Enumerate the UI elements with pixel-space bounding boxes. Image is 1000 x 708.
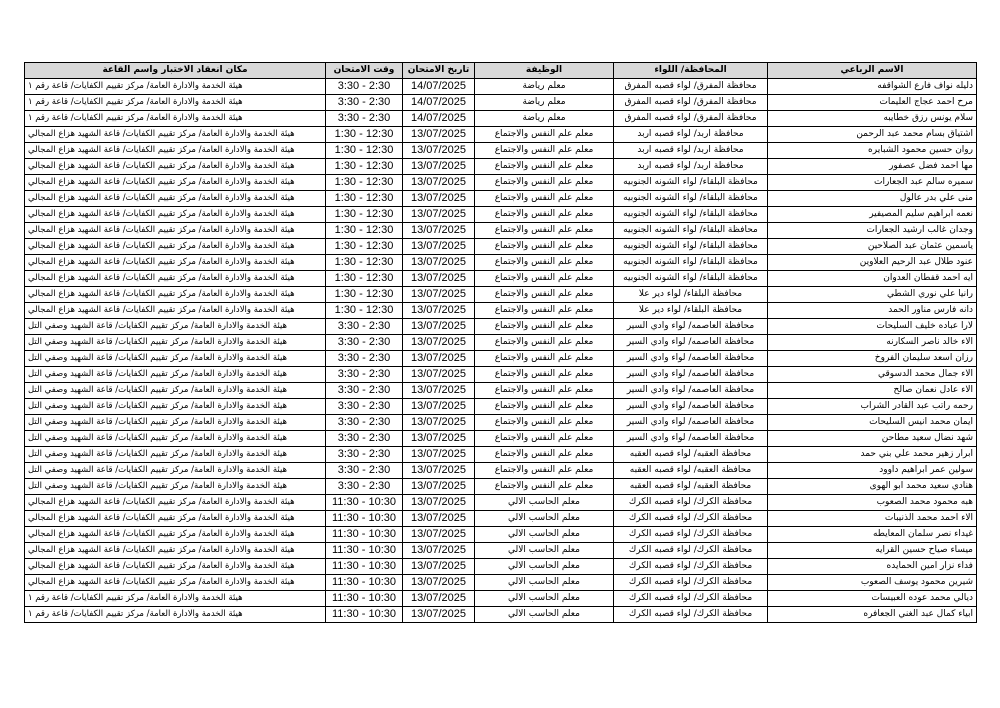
cell-job: معلم علم النفس والاجتماع	[475, 383, 614, 399]
cell-job: معلم علم النفس والاجتماع	[475, 239, 614, 255]
cell-job: معلم علم النفس والاجتماع	[475, 431, 614, 447]
cell-name: روان حسين محمود الشبايره	[768, 143, 977, 159]
cell-time: 3:30 - 2:30	[326, 447, 403, 463]
table-header-row	[25, 63, 977, 79]
cell-location: هيئة الخدمة والادارة العامة/ مركز تقييم الكفايات/ قاعة الشهيد وصفي التل	[25, 399, 326, 415]
cell-location: هيئة الخدمة والادارة العامة/ مركز تقييم الكفايات/ قاعة الشهيد هزاع المجالي	[25, 511, 326, 527]
cell-date: 13/07/2025	[403, 143, 475, 159]
cell-date: 13/07/2025	[403, 447, 475, 463]
cell-location: هيئة الخدمة والادارة العامة/ مركز تقييم الكفايات/ قاعة الشهيد هزاع المجالي	[25, 255, 326, 271]
cell-time: 3:30 - 2:30	[326, 79, 403, 95]
cell-location: هيئة الخدمة والادارة العامة/ مركز تقييم الكفايات/ قاعة الشهيد وصفي التل	[25, 479, 326, 495]
cell-name: رحمه راتب عبد القادر الشراب	[768, 399, 977, 415]
cell-name: رزان اسعد سليمان الفروخ	[768, 351, 977, 367]
table-row	[25, 95, 977, 111]
cell-location: هيئة الخدمة والادارة العامة/ مركز تقييم الكفايات/ قاعة الشهيد هزاع المجالي	[25, 271, 326, 287]
cell-time: 3:30 - 2:30	[326, 335, 403, 351]
cell-governorate: محافظة الكرك/ لواء قصبه الكرك	[614, 527, 768, 543]
cell-time: 1:30 - 12:30	[326, 255, 403, 271]
cell-governorate: محافظة الكرك/ لواء قصبه الكرك	[614, 607, 768, 623]
cell-date: 14/07/2025	[403, 95, 475, 111]
cell-governorate: محافظة العاصمه/ لواء وادي السير	[614, 367, 768, 383]
cell-date: 13/07/2025	[403, 543, 475, 559]
cell-date: 13/07/2025	[403, 575, 475, 591]
cell-governorate: محافظة الكرك/ لواء قصبه الكرك	[614, 495, 768, 511]
table-row	[25, 335, 977, 351]
cell-governorate: محافظة البلقاء/ لواء الشونه الجنوبيه	[614, 207, 768, 223]
cell-job: معلم الحاسب الالي	[475, 575, 614, 591]
cell-job: معلم الحاسب الالي	[475, 511, 614, 527]
header-date: تاريخ الامتحان	[403, 63, 475, 79]
table-row	[25, 303, 977, 319]
cell-location: هيئة الخدمة والادارة العامة/ مركز تقييم الكفايات/ قاعة رقم ١	[25, 591, 326, 607]
cell-location: هيئة الخدمة والادارة العامة/ مركز تقييم الكفايات/ قاعة الشهيد هزاع المجالي	[25, 495, 326, 511]
cell-governorate: محافظة المفرق/ لواء قصبه المفرق	[614, 79, 768, 95]
cell-governorate: محافظة العاصمه/ لواء وادي السير	[614, 383, 768, 399]
cell-name: ياسمين عثمان عبد الصلاحين	[768, 239, 977, 255]
table-row	[25, 607, 977, 623]
cell-governorate: محافظة الكرك/ لواء قصبه الكرك	[614, 559, 768, 575]
table-row	[25, 495, 977, 511]
table-row	[25, 431, 977, 447]
cell-location: هيئة الخدمة والادارة العامة/ مركز تقييم الكفايات/ قاعة الشهيد وصفي التل	[25, 431, 326, 447]
table-row	[25, 127, 977, 143]
cell-job: معلم علم النفس والاجتماع	[475, 207, 614, 223]
cell-name: دليله نواف فارع الشواقفه	[768, 79, 977, 95]
table-row	[25, 399, 977, 415]
cell-location: هيئة الخدمة والادارة العامة/ مركز تقييم الكفايات/ قاعة الشهيد وصفي التل	[25, 367, 326, 383]
cell-location: هيئة الخدمة والادارة العامة/ مركز تقييم الكفايات/ قاعة الشهيد هزاع المجالي	[25, 175, 326, 191]
table-row	[25, 111, 977, 127]
table-row	[25, 159, 977, 175]
cell-governorate: محافظة الكرك/ لواء قصبه الكرك	[614, 511, 768, 527]
cell-name: رانيا علي نوري الشطي	[768, 287, 977, 303]
cell-time: 3:30 - 2:30	[326, 367, 403, 383]
cell-governorate: محافظة الكرك/ لواء قصبه الكرك	[614, 591, 768, 607]
cell-time: 1:30 - 12:30	[326, 191, 403, 207]
cell-job: معلم الحاسب الالي	[475, 527, 614, 543]
cell-time: 1:30 - 12:30	[326, 239, 403, 255]
cell-time: 1:30 - 12:30	[326, 303, 403, 319]
cell-governorate: محافظة البلقاء/ لواء الشونه الجنوبيه	[614, 191, 768, 207]
cell-job: معلم علم النفس والاجتماع	[475, 255, 614, 271]
cell-time: 3:30 - 2:30	[326, 479, 403, 495]
cell-name: سلام يونس رزق خطايبه	[768, 111, 977, 127]
cell-date: 13/07/2025	[403, 463, 475, 479]
cell-date: 13/07/2025	[403, 239, 475, 255]
cell-name: ايمان محمد انيس السليحات	[768, 415, 977, 431]
table-row	[25, 79, 977, 95]
table-row	[25, 559, 977, 575]
cell-governorate: محافظة العاصمه/ لواء وادي السير	[614, 351, 768, 367]
cell-job: معلم الحاسب الالي	[475, 559, 614, 575]
cell-time: 3:30 - 2:30	[326, 383, 403, 399]
cell-governorate: محافظة العاصمه/ لواء وادي السير	[614, 319, 768, 335]
cell-location: هيئة الخدمة والادارة العامة/ مركز تقييم الكفايات/ قاعة الشهيد هزاع المجالي	[25, 239, 326, 255]
cell-job: معلم الحاسب الالي	[475, 495, 614, 511]
cell-job: معلم علم النفس والاجتماع	[475, 463, 614, 479]
cell-job: معلم الحاسب الالي	[475, 543, 614, 559]
cell-time: 1:30 - 12:30	[326, 143, 403, 159]
table-row	[25, 271, 977, 287]
table-row	[25, 415, 977, 431]
table-row	[25, 351, 977, 367]
cell-location: هيئة الخدمة والادارة العامة/ مركز تقييم الكفايات/ قاعة الشهيد هزاع المجالي	[25, 207, 326, 223]
cell-location: هيئة الخدمة والادارة العامة/ مركز تقييم الكفايات/ قاعة الشهيد هزاع المجالي	[25, 575, 326, 591]
table-row	[25, 575, 977, 591]
cell-location: هيئة الخدمة والادارة العامة/ مركز تقييم الكفايات/ قاعة الشهيد هزاع المجالي	[25, 559, 326, 575]
cell-name: ميساء صياح حسين القرايه	[768, 543, 977, 559]
cell-location: هيئة الخدمة والادارة العامة/ مركز تقييم الكفايات/ قاعة الشهيد وصفي التل	[25, 447, 326, 463]
cell-date: 13/07/2025	[403, 287, 475, 303]
cell-name: هنادي سعيد محمد ابو الهوى	[768, 479, 977, 495]
table-row	[25, 239, 977, 255]
table-row	[25, 223, 977, 239]
cell-location: هيئة الخدمة والادارة العامة/ مركز تقييم الكفايات/ قاعة رقم ١	[25, 111, 326, 127]
cell-governorate: محافظة البلقاء/ لواء دير علا	[614, 303, 768, 319]
cell-name: لارا عباده خليف السليحات	[768, 319, 977, 335]
header-governorate: المحافظة/ اللواء	[614, 63, 768, 79]
cell-governorate: محافظة اربد/ لواء قصبه اربد	[614, 159, 768, 175]
header-time: وقت الامتحان	[326, 63, 403, 79]
cell-job: معلم رياضة	[475, 95, 614, 111]
cell-date: 13/07/2025	[403, 399, 475, 415]
cell-governorate: محافظة البلقاء/ لواء الشونه الجنوبيه	[614, 223, 768, 239]
cell-name: الاء جمال محمد الدسوقي	[768, 367, 977, 383]
cell-time: 3:30 - 2:30	[326, 111, 403, 127]
cell-name: غيداء نصر سلمان المعايطه	[768, 527, 977, 543]
cell-date: 13/07/2025	[403, 431, 475, 447]
cell-job: معلم علم النفس والاجتماع	[475, 127, 614, 143]
cell-time: 1:30 - 12:30	[326, 223, 403, 239]
cell-time: 11:30 - 10:30	[326, 511, 403, 527]
cell-date: 13/07/2025	[403, 127, 475, 143]
cell-name: شيرين محمود يوسف الصعوب	[768, 575, 977, 591]
table-row	[25, 447, 977, 463]
cell-location: هيئة الخدمة والادارة العامة/ مركز تقييم الكفايات/ قاعة الشهيد هزاع المجالي	[25, 543, 326, 559]
cell-location: هيئة الخدمة والادارة العامة/ مركز تقييم الكفايات/ قاعة الشهيد وصفي التل	[25, 415, 326, 431]
cell-date: 13/07/2025	[403, 207, 475, 223]
cell-location: هيئة الخدمة والادارة العامة/ مركز تقييم الكفايات/ قاعة الشهيد هزاع المجالي	[25, 127, 326, 143]
cell-job: معلم رياضة	[475, 111, 614, 127]
cell-job: معلم علم النفس والاجتماع	[475, 303, 614, 319]
cell-governorate: محافظة اربد/ لواء قصبه اربد	[614, 143, 768, 159]
cell-job: معلم علم النفس والاجتماع	[475, 271, 614, 287]
cell-date: 13/07/2025	[403, 607, 475, 623]
cell-job: معلم علم النفس والاجتماع	[475, 159, 614, 175]
cell-time: 3:30 - 2:30	[326, 319, 403, 335]
cell-name: مها احمد فضل عصفور	[768, 159, 977, 175]
cell-name: سولين عمر ابراهيم داوود	[768, 463, 977, 479]
cell-name: نعمه ابراهيم سليم المصيفير	[768, 207, 977, 223]
cell-name: وجدان غالب ارشيد الجعارات	[768, 223, 977, 239]
cell-name: مرح احمد عجاج العليمات	[768, 95, 977, 111]
cell-location: هيئة الخدمة والادارة العامة/ مركز تقييم الكفايات/ قاعة الشهيد هزاع المجالي	[25, 527, 326, 543]
cell-governorate: محافظة الكرك/ لواء قصبه الكرك	[614, 543, 768, 559]
cell-job: معلم الحاسب الالي	[475, 607, 614, 623]
table-row	[25, 527, 977, 543]
cell-governorate: محافظة العقبه/ لواء قصبه العقبه	[614, 463, 768, 479]
cell-time: 1:30 - 12:30	[326, 159, 403, 175]
cell-date: 13/07/2025	[403, 175, 475, 191]
cell-location: هيئة الخدمة والادارة العامة/ مركز تقييم الكفايات/ قاعة رقم ١	[25, 95, 326, 111]
table-row	[25, 591, 977, 607]
cell-date: 13/07/2025	[403, 367, 475, 383]
cell-location: هيئة الخدمة والادارة العامة/ مركز تقييم الكفايات/ قاعة الشهيد هزاع المجالي	[25, 223, 326, 239]
cell-name: الاء احمد محمد الذنيبات	[768, 511, 977, 527]
cell-job: معلم علم النفس والاجتماع	[475, 287, 614, 303]
cell-location: هيئة الخدمة والادارة العامة/ مركز تقييم الكفايات/ قاعة الشهيد وصفي التل	[25, 335, 326, 351]
cell-job: معلم علم النفس والاجتماع	[475, 319, 614, 335]
cell-job: معلم علم النفس والاجتماع	[475, 351, 614, 367]
cell-job: معلم علم النفس والاجتماع	[475, 399, 614, 415]
cell-location: هيئة الخدمة والادارة العامة/ مركز تقييم الكفايات/ قاعة الشهيد هزاع المجالي	[25, 159, 326, 175]
cell-governorate: محافظة المفرق/ لواء قصبه المفرق	[614, 111, 768, 127]
cell-governorate: محافظة الكرك/ لواء قصبه الكرك	[614, 575, 768, 591]
table-row	[25, 367, 977, 383]
cell-time: 1:30 - 12:30	[326, 175, 403, 191]
cell-location: هيئة الخدمة والادارة العامة/ مركز تقييم الكفايات/ قاعة الشهيد وصفي التل	[25, 463, 326, 479]
cell-date: 13/07/2025	[403, 511, 475, 527]
table-row	[25, 383, 977, 399]
cell-name: اشتياق بسام محمد عبد الرحمن	[768, 127, 977, 143]
cell-location: هيئة الخدمة والادارة العامة/ مركز تقييم الكفايات/ قاعة الشهيد هزاع المجالي	[25, 143, 326, 159]
cell-governorate: محافظة البلقاء/ لواء دير علا	[614, 287, 768, 303]
cell-time: 11:30 - 10:30	[326, 527, 403, 543]
cell-governorate: محافظة البلقاء/ لواء الشونه الجنوبيه	[614, 271, 768, 287]
cell-date: 13/07/2025	[403, 495, 475, 511]
cell-governorate: محافظة البلقاء/ لواء الشونه الجنوبيه	[614, 175, 768, 191]
cell-name: عنود طلال عبد الرحيم العلاوين	[768, 255, 977, 271]
cell-date: 14/07/2025	[403, 79, 475, 95]
cell-job: معلم رياضة	[475, 79, 614, 95]
cell-governorate: محافظة اربد/ لواء قصبه اربد	[614, 127, 768, 143]
cell-time: 3:30 - 2:30	[326, 399, 403, 415]
table-row	[25, 143, 977, 159]
cell-name: فداء نزار امين الحمايده	[768, 559, 977, 575]
cell-name: شهد نضال سعيد مطاحن	[768, 431, 977, 447]
cell-location: هيئة الخدمة والادارة العامة/ مركز تقييم الكفايات/ قاعة الشهيد وصفي التل	[25, 383, 326, 399]
cell-time: 3:30 - 2:30	[326, 463, 403, 479]
cell-job: معلم علم النفس والاجتماع	[475, 335, 614, 351]
table-row	[25, 479, 977, 495]
cell-job: معلم علم النفس والاجتماع	[475, 191, 614, 207]
cell-governorate: محافظة العاصمه/ لواء وادي السير	[614, 399, 768, 415]
cell-time: 11:30 - 10:30	[326, 543, 403, 559]
exam-schedule-sheet	[24, 62, 976, 623]
cell-location: هيئة الخدمة والادارة العامة/ مركز تقييم الكفايات/ قاعة الشهيد هزاع المجالي	[25, 191, 326, 207]
cell-job: معلم علم النفس والاجتماع	[475, 415, 614, 431]
cell-time: 11:30 - 10:30	[326, 575, 403, 591]
cell-date: 13/07/2025	[403, 351, 475, 367]
cell-name: منى علي بدر عالول	[768, 191, 977, 207]
cell-date: 13/07/2025	[403, 159, 475, 175]
cell-name: ايه احمد قفطان العدوان	[768, 271, 977, 287]
cell-time: 1:30 - 12:30	[326, 127, 403, 143]
cell-name: هبه محمود محمد الصعوب	[768, 495, 977, 511]
cell-date: 13/07/2025	[403, 223, 475, 239]
cell-location: هيئة الخدمة والادارة العامة/ مركز تقييم الكفايات/ قاعة الشهيد وصفي التل	[25, 319, 326, 335]
cell-job: معلم علم النفس والاجتماع	[475, 175, 614, 191]
cell-time: 3:30 - 2:30	[326, 415, 403, 431]
cell-governorate: محافظة البلقاء/ لواء الشونه الجنوبيه	[614, 255, 768, 271]
table-row	[25, 207, 977, 223]
cell-date: 13/07/2025	[403, 335, 475, 351]
cell-job: معلم علم النفس والاجتماع	[475, 367, 614, 383]
table-row	[25, 287, 977, 303]
table-row	[25, 511, 977, 527]
cell-location: هيئة الخدمة والادارة العامة/ مركز تقييم الكفايات/ قاعة الشهيد هزاع المجالي	[25, 303, 326, 319]
cell-time: 11:30 - 10:30	[326, 495, 403, 511]
cell-job: معلم علم النفس والاجتماع	[475, 447, 614, 463]
cell-time: 11:30 - 10:30	[326, 559, 403, 575]
cell-location: هيئة الخدمة والادارة العامة/ مركز تقييم الكفايات/ قاعة الشهيد وصفي التل	[25, 351, 326, 367]
cell-date: 13/07/2025	[403, 415, 475, 431]
cell-name: الاء خالد ناصر السكارنه	[768, 335, 977, 351]
cell-date: 13/07/2025	[403, 559, 475, 575]
cell-governorate: محافظة البلقاء/ لواء الشونه الجنوبيه	[614, 239, 768, 255]
cell-time: 11:30 - 10:30	[326, 607, 403, 623]
cell-date: 13/07/2025	[403, 191, 475, 207]
cell-time: 1:30 - 12:30	[326, 207, 403, 223]
header-job: الوظيفة	[475, 63, 614, 79]
cell-time: 3:30 - 2:30	[326, 431, 403, 447]
cell-date: 13/07/2025	[403, 271, 475, 287]
cell-date: 13/07/2025	[403, 255, 475, 271]
cell-time: 3:30 - 2:30	[326, 351, 403, 367]
cell-name: سميره سالم عبد الجعارات	[768, 175, 977, 191]
cell-time: 3:30 - 2:30	[326, 95, 403, 111]
cell-name: دانه فارس مناور الحمد	[768, 303, 977, 319]
cell-job: معلم علم النفس والاجتماع	[475, 479, 614, 495]
table-row	[25, 543, 977, 559]
cell-time: 1:30 - 12:30	[326, 271, 403, 287]
cell-governorate: محافظة العاصمه/ لواء وادي السير	[614, 431, 768, 447]
table-row	[25, 175, 977, 191]
table-row	[25, 319, 977, 335]
cell-time: 1:30 - 12:30	[326, 287, 403, 303]
cell-location: هيئة الخدمة والادارة العامة/ مركز تقييم الكفايات/ قاعة الشهيد هزاع المجالي	[25, 287, 326, 303]
cell-name: الاء عادل نعمان صالح	[768, 383, 977, 399]
cell-job: معلم علم النفس والاجتماع	[475, 143, 614, 159]
cell-governorate: محافظة العقبه/ لواء قصبه العقبه	[614, 479, 768, 495]
cell-date: 13/07/2025	[403, 303, 475, 319]
cell-date: 13/07/2025	[403, 527, 475, 543]
cell-location: هيئة الخدمة والادارة العامة/ مركز تقييم الكفايات/ قاعة رقم ١	[25, 607, 326, 623]
cell-date: 13/07/2025	[403, 591, 475, 607]
cell-governorate: محافظة العاصمه/ لواء وادي السير	[614, 415, 768, 431]
cell-job: معلم الحاسب الالي	[475, 591, 614, 607]
table-row	[25, 191, 977, 207]
cell-date: 13/07/2025	[403, 383, 475, 399]
cell-name: ابياء كمال عبد الغني الجعافره	[768, 607, 977, 623]
table-row	[25, 463, 977, 479]
cell-job: معلم علم النفس والاجتماع	[475, 223, 614, 239]
header-name: الاسم الرباعي	[768, 63, 977, 79]
cell-time: 11:30 - 10:30	[326, 591, 403, 607]
cell-date: 14/07/2025	[403, 111, 475, 127]
cell-location: هيئة الخدمة والادارة العامة/ مركز تقييم الكفايات/ قاعة رقم ١	[25, 79, 326, 95]
header-location: مكان انعقاد الاختبار واسم القاعة	[25, 63, 326, 79]
cell-governorate: محافظة المفرق/ لواء قصبه المفرق	[614, 95, 768, 111]
cell-date: 13/07/2025	[403, 479, 475, 495]
cell-name: ابرار زهير محمد علي بني حمد	[768, 447, 977, 463]
table-row	[25, 255, 977, 271]
cell-governorate: محافظة العاصمه/ لواء وادي السير	[614, 335, 768, 351]
cell-governorate: محافظة العقبه/ لواء قصبه العقبه	[614, 447, 768, 463]
cell-date: 13/07/2025	[403, 319, 475, 335]
exam-schedule-table	[24, 62, 977, 623]
cell-name: ديالي محمد عوده العبيسات	[768, 591, 977, 607]
